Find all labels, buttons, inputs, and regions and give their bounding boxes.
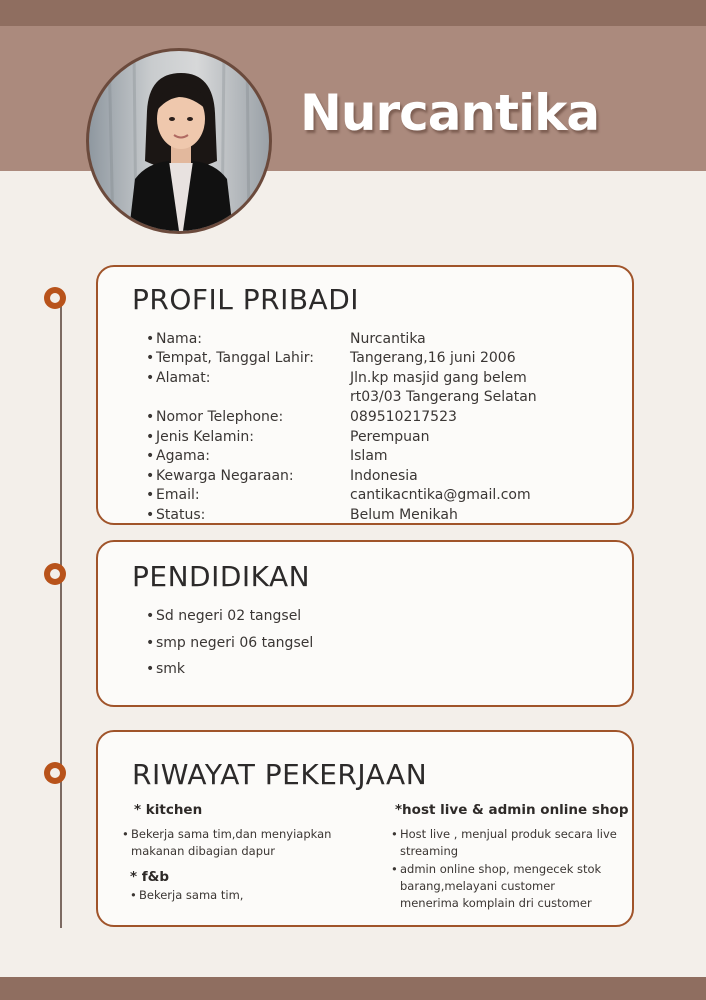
job-desc-host-1: • Host live , menjual produk secara live streaming (391, 827, 617, 858)
job-desc-fnb: • Bekerja sama tim, (130, 888, 244, 902)
profil-value: Indonesia (350, 468, 418, 484)
profil-label: • Tempat, Tanggal Lahir: (156, 350, 314, 366)
job-heading-host: *host live & admin online shop (395, 802, 629, 818)
profil-label: • Nama: (156, 331, 202, 347)
top-bar (0, 0, 706, 26)
profil-value: 089510217523 (350, 409, 457, 425)
education-item: • Sd negeri 02 tangsel (156, 608, 301, 624)
profil-value: Jln.kp masjid gang belem (350, 370, 527, 386)
section-title-riwayat: RIWAYAT PEKERJAAN (132, 758, 428, 791)
profil-label: • Email: (156, 487, 200, 503)
person-name: Nurcantika (300, 84, 600, 142)
profil-value: Belum Menikah (350, 507, 458, 523)
profil-label: • Agama: (156, 448, 210, 464)
timeline-dot-riwayat (44, 762, 66, 784)
profil-value: Nurcantika (350, 331, 426, 347)
profil-value: rt03/03 Tangerang Selatan (350, 389, 537, 405)
profil-value: Tangerang,16 juni 2006 (350, 350, 516, 366)
section-title-profil: PROFIL PRIBADI (132, 283, 360, 316)
riwayat-card (96, 730, 634, 927)
profil-value: Islam (350, 448, 388, 464)
pendidikan-card (96, 540, 634, 707)
job-desc-kitchen: • Bekerja sama tim,dan menyiapkan makanan dibagian dapur (122, 827, 332, 858)
job-heading-fnb: * f&b (130, 869, 170, 885)
profil-label: • Nomor Telephone: (156, 409, 283, 425)
profil-label: • Jenis Kelamin: (156, 429, 254, 445)
timeline-line (60, 298, 62, 928)
timeline-dot-profil (44, 287, 66, 309)
timeline-dot-pendidikan (44, 563, 66, 585)
profil-card (96, 265, 634, 525)
profil-value: Perempuan (350, 429, 430, 445)
profil-label: • Status: (156, 507, 205, 523)
profil-label: • Kewarga Negaraan: (156, 468, 294, 484)
profile-photo (86, 48, 272, 234)
profil-label: • Alamat: (156, 370, 210, 386)
job-desc-host-2: • admin online shop, mengecek stok barang,melayani customer menerima komplain dri customer (391, 862, 602, 910)
education-item: • smk (156, 661, 185, 677)
job-heading-kitchen: * kitchen (134, 802, 203, 818)
profil-value: cantikacntika@gmail.com (350, 487, 531, 503)
education-item: • smp negeri 06 tangsel (156, 635, 313, 651)
section-title-pendidikan: PENDIDIKAN (132, 560, 311, 593)
bottom-bar (0, 977, 706, 1000)
